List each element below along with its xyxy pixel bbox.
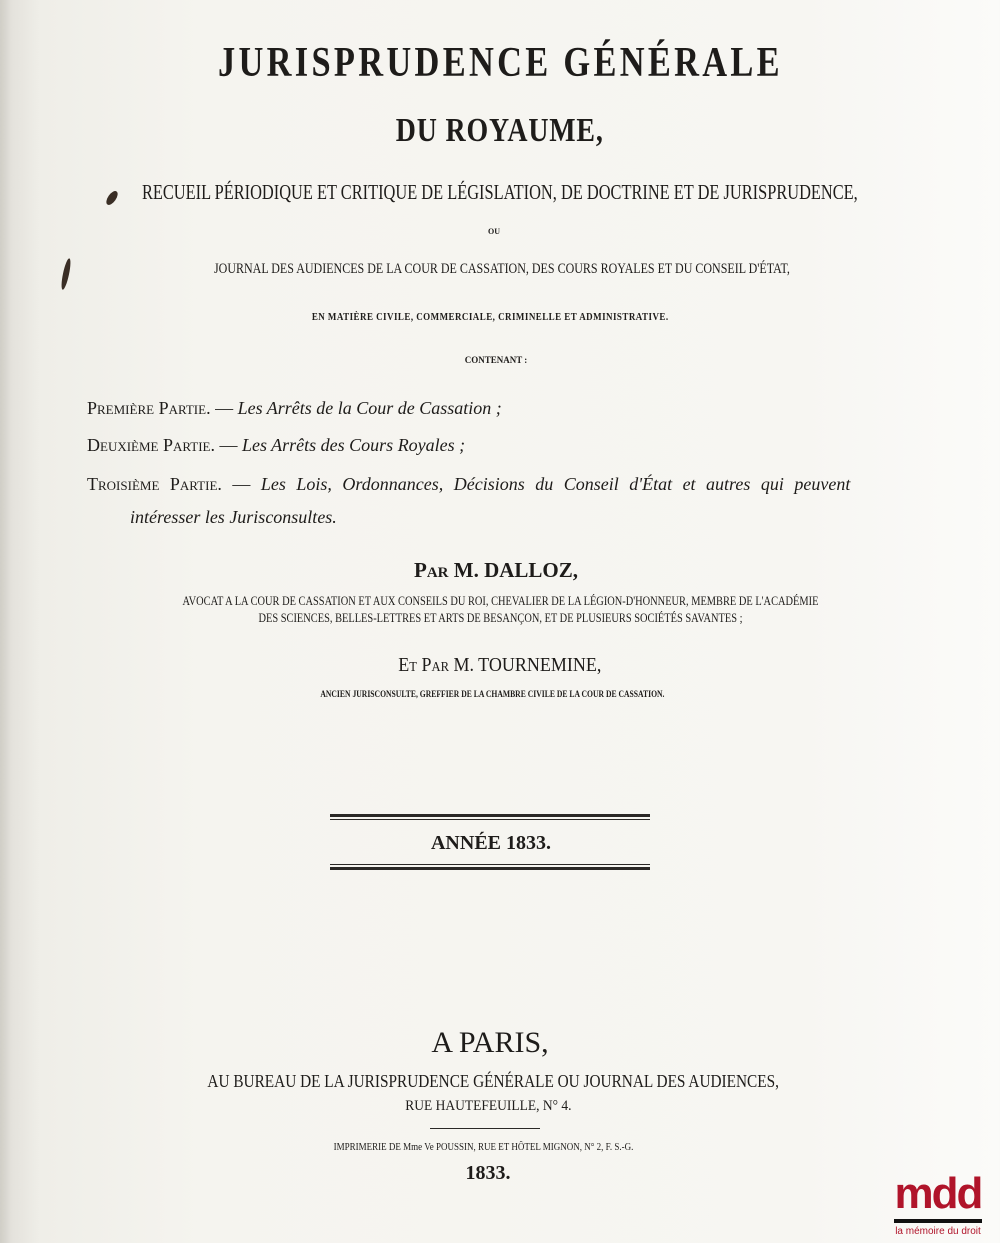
rule-bottom xyxy=(330,867,650,870)
part-2: Deuxième Partie. — Les Arrêts des Cours Royales ; xyxy=(87,435,466,455)
contenant-line: CONTENANT : xyxy=(464,355,528,365)
logo-tagline: la mémoire du droit xyxy=(895,1226,981,1237)
year: 1833. xyxy=(465,1162,511,1184)
year-label: ANNÉE 1833. xyxy=(430,832,551,854)
address-line: RUE HAUTEFEUILLE, N° 4. xyxy=(404,1098,572,1114)
part-3-continuation: intéresser les Jurisconsultes. xyxy=(130,507,337,527)
rule-top-thin xyxy=(330,819,650,820)
ou-line: OU xyxy=(488,227,500,236)
place: A PARIS, xyxy=(431,1026,549,1059)
author-1: Par M. DALLOZ, xyxy=(414,558,578,582)
rule-small xyxy=(430,1128,540,1129)
logo-bar xyxy=(894,1219,982,1223)
logo-mark: mdd xyxy=(894,1169,982,1218)
author-1-desc-1: AVOCAT A LA COUR DE CASSATION ET AUX CONSEILS DU ROI, CHEVALIER DE LA LÉGION-D'HONNEUR, MEMBRE DE L'ACADÉMIE xyxy=(182,593,818,608)
matiere-line: EN MATIÈRE CIVILE, COMMERCIALE, CRIMINELLE ET ADMINISTRATIVE. xyxy=(311,312,669,323)
author-1-desc-2: DES SCIENCES, BELLES-LETTRES ET ARTS DE BESANÇON, ET DE PLUSIEURS SOCIÉTÉS SAVANTES ; xyxy=(257,610,742,625)
rule-top xyxy=(330,814,650,817)
recueil-line: RECUEIL PÉRIODIQUE ET CRITIQUE DE LÉGISLATION, DE DOCTRINE ET DE JURISPRUDENCE, xyxy=(142,180,858,204)
part-1: Première Partie. — Les Arrêts de la Cour de Cassation ; xyxy=(87,398,502,418)
printer-line: IMPRIMERIE DE Mme Ve POUSSIN, RUE ET HÔTEL MIGNON, N° 2, F. S.-G. xyxy=(334,1142,634,1153)
author-2: Et Par M. TOURNEMINE, xyxy=(398,654,602,676)
journal-line: JOURNAL DES AUDIENCES DE LA COUR DE CASSATION, DES COURS ROYALES ET DU CONSEIL D'ÉTAT, xyxy=(214,261,790,277)
mdd-logo xyxy=(888,1169,988,1237)
part-3: Troisième Partie. — Les Lois, Ordonnances, Décisions du Conseil d'État et autres qui peuvent xyxy=(87,474,851,494)
subtitle: DU ROYAUME, xyxy=(396,112,604,149)
title: JURISPRUDENCE GÉNÉRALE xyxy=(217,40,783,86)
bureau-line: AU BUREAU DE LA JURISPRUDENCE GÉNÉRALE OU JOURNAL DES AUDIENCES, xyxy=(207,1071,779,1091)
author-2-desc: ANCIEN JURISCONSULTE, GREFFIER DE LA CHAMBRE CIVILE DE LA COUR DE CASSATION. xyxy=(319,689,665,699)
rule-bottom-thin xyxy=(330,864,650,865)
